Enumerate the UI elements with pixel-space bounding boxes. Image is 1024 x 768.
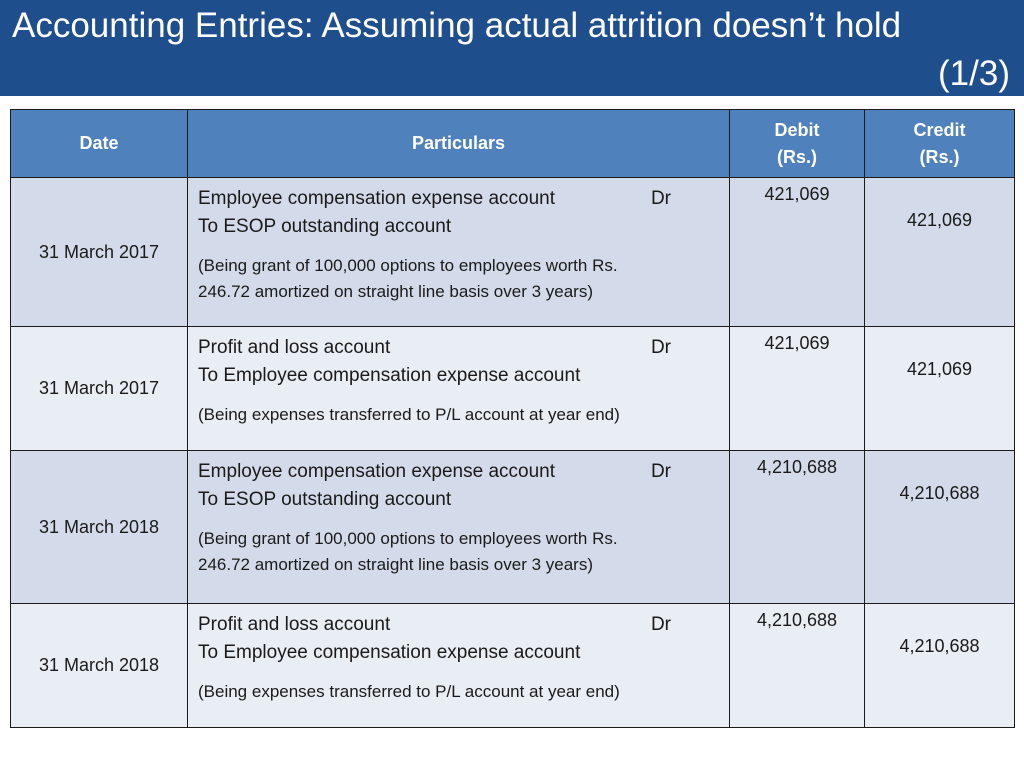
entry-debit-account: Profit and loss account [198, 614, 391, 635]
slide-page-indicator: (1/3) [938, 54, 1010, 93]
entry-debit-amount: 421,069 [730, 327, 865, 451]
entry-credit-account: To Employee compensation expense account [198, 365, 581, 386]
header-debit [730, 110, 865, 178]
entry-credit-amount: 421,069 [865, 178, 1015, 327]
entry-narration [198, 526, 729, 578]
header-credit-unit: (Rs.) [919, 146, 960, 167]
entry-credit-amount: 421,069 [865, 327, 1015, 451]
table-row [11, 451, 1015, 604]
entry-dr-marker: Dr [650, 614, 671, 635]
header-credit-label: Credit [913, 119, 966, 140]
header-debit-unit: (Rs.) [777, 146, 817, 167]
entry-credit-amount: 4,210,688 [865, 604, 1015, 728]
entry-narration [198, 679, 729, 705]
entry-debit-amount: 4,210,688 [730, 451, 865, 604]
entry-debit-account: Employee compensation expense account [198, 461, 556, 482]
entry-dr-marker: Dr [650, 461, 671, 482]
header-particulars: Particulars [188, 110, 730, 178]
entry-credit-account: To ESOP outstanding account [198, 216, 452, 237]
entry-particulars [188, 451, 730, 604]
entry-particulars [188, 178, 730, 327]
narration-line: (Being grant of 100,000 options to employees worth Rs. [198, 256, 618, 275]
entry-dr-marker: Dr [650, 188, 671, 209]
table-row [11, 327, 1015, 451]
entry-date: 31 March 2017 [11, 178, 188, 327]
slide-title: Accounting Entries: Assuming actual attrition doesn’t hold [12, 6, 902, 45]
narration-line: (Being expenses transferred to P/L account at year end) [198, 682, 620, 701]
entry-particulars [188, 604, 730, 728]
header-date: Date [11, 110, 188, 178]
entry-debit-amount: 421,069 [730, 178, 865, 327]
entry-debit-account: Profit and loss account [198, 337, 391, 358]
entry-narration [198, 253, 729, 305]
narration-line: 246.72 amortized on straight line basis over 3 years) [198, 555, 593, 574]
entry-debit-amount: 4,210,688 [730, 604, 865, 728]
entry-date: 31 March 2018 [11, 451, 188, 604]
entry-date: 31 March 2017 [11, 327, 188, 451]
header-debit-label: Debit [774, 119, 820, 140]
entry-debit-account: Employee compensation expense account [198, 188, 556, 209]
table-row [11, 604, 1015, 728]
accounting-entries-table [10, 109, 1015, 728]
table-header-row [11, 110, 1015, 178]
narration-line: (Being grant of 100,000 options to employees worth Rs. [198, 529, 618, 548]
title-bar [0, 0, 1024, 96]
entry-narration [198, 402, 729, 428]
entry-credit-account: To ESOP outstanding account [198, 489, 452, 510]
table-row [11, 178, 1015, 327]
entry-date: 31 March 2018 [11, 604, 188, 728]
entry-credit-account: To Employee compensation expense account [198, 642, 581, 663]
narration-line: (Being expenses transferred to P/L account at year end) [198, 405, 620, 424]
header-credit [865, 110, 1015, 178]
entry-particulars [188, 327, 730, 451]
narration-line: 246.72 amortized on straight line basis over 3 years) [198, 282, 593, 301]
entry-dr-marker: Dr [650, 337, 671, 358]
entry-credit-amount: 4,210,688 [865, 451, 1015, 604]
